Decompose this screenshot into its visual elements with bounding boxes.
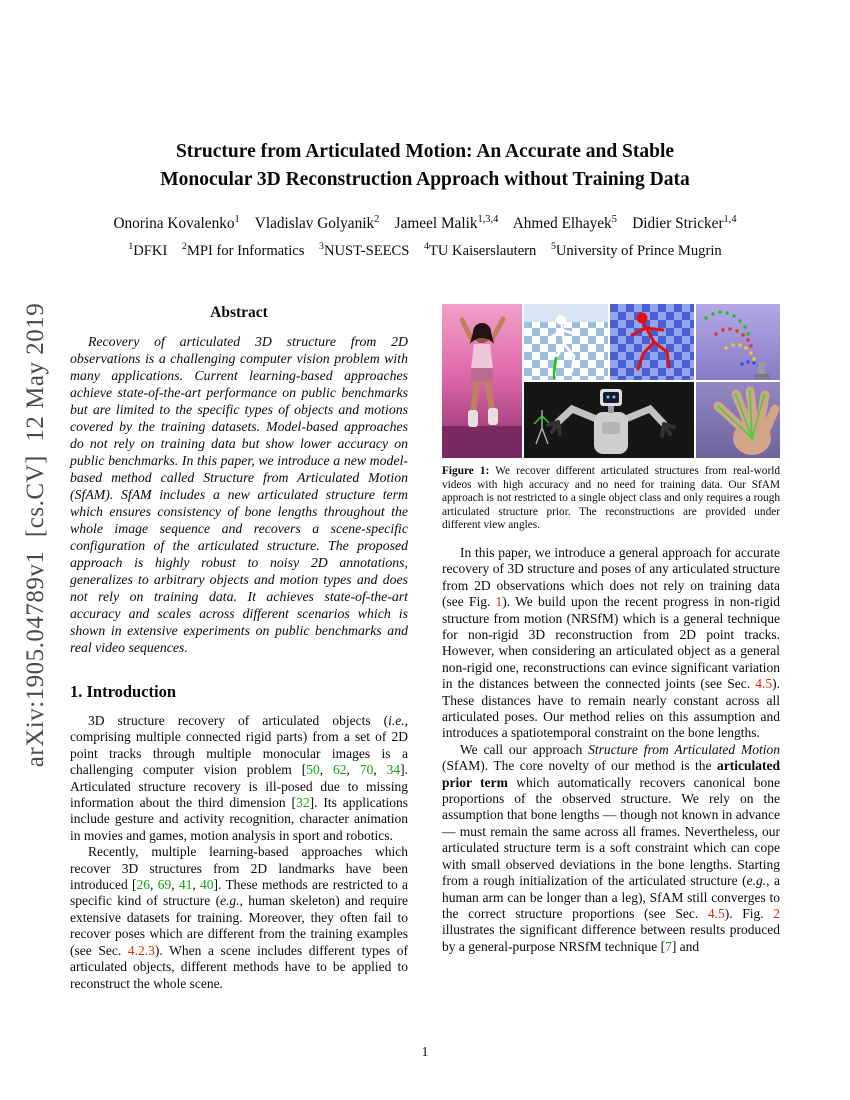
citation-link[interactable]: 26 (136, 877, 151, 893)
left-column (70, 304, 408, 992)
right-column (442, 304, 780, 955)
citation-link[interactable]: 7 (665, 938, 672, 954)
page-number: 1 (421, 1044, 429, 1059)
white-skeleton-illustration (524, 304, 608, 380)
body-paragraph-2: We call our approach Structure from Articulated Motion (SfAM). The core novelty of our method is the articulated prior term which automatically recovers canonical bone proportions of the observed structure. We rely on the assumption that bone lengths — though not known in advance — must remain the same across all frames. Nevertheless, our articulated structure term is a soft constraint which can cope with small observed deviations in the bone lengths. Starting from a rough initialization of the articulated structure (e.g., a human arm can be longer than a leg), SfAM still converges to the correct structure proportions (see Sec. 4.5). Fig. 2 illustrates the significant difference between results produced by a general-purpose NRSfM technique [7] and (442, 741, 780, 954)
intro-paragraph-1: 3D structure recovery of articulated objects (i.e., comprising multiple connected rigid parts) from a set of 2D point tracks through multiple monocular images is a challenging computer vision problem [50, 62, 70, 34]. Articulated structure recovery is ill-posed due to missing information about the third dimension [32]. Its applications include gesture and activity recognition, character animation in movies and games, motion analysis in sport and robotics. (70, 713, 409, 843)
figure1-panel-white-skeleton (524, 304, 608, 380)
figure1-panel-trajectories (696, 304, 780, 380)
citation-link[interactable]: 32 (296, 795, 310, 811)
body-paragraph-1: In this paper, we introduce a general approach for accurate recovery of 3D structure and poses of any articulated structure from 2D observations which does not rely on training data (see Fig. 1). We build upon the recent progress in non-rigid structure from motion (NRSfM) which is a general technique for non-rigid 3D reconstruction from 2D point tracks. However, when considering an articulated object as a general non-rigid one, reconstructions can evince significant variation in the distances between the connected joints (see Sec. 4.5). These distances have to remain nearly constant across all articulated poses. Our method relies on this assumption and introduces a spatiotemporal constraint on the bone lengths. (442, 544, 780, 741)
robot-illustration (524, 382, 694, 458)
red-skeleton-illustration (610, 304, 694, 380)
internal-ref-link[interactable]: 2 (773, 905, 780, 921)
citation-link[interactable]: 34 (386, 762, 401, 778)
section-heading-introduction: 1. Introduction (70, 682, 177, 701)
citation-link[interactable]: 41 (178, 877, 193, 893)
figure1-panel-dancer (442, 304, 522, 458)
figure1-panel-robot (524, 382, 694, 458)
paper-title-line1: Structure from Articulated Motion: An Accurate and Stable (175, 141, 675, 162)
arxiv-watermark: arXiv:1905.04789v1 [cs.CV] 12 May 2019 (22, 302, 49, 768)
internal-ref-link[interactable]: 4.5 (755, 676, 773, 692)
paper-title-line2: Monocular 3D Reconstruction Approach without Training Data (160, 168, 690, 190)
abstract-text: Recovery of articulated 3D structure from 2D observations is a challenging computer vision problem with many applications. Current learning-based approaches achieve state-of-the-art performance on public benchmarks but are limited to the specific types of objects and motions covered by the training datasets. Model-based approaches do not rely on training data but show lower accuracy on public benchmarks. In this paper, we introduce a new model-based method called Structure from Articulated Motion (SfAM). SfAM includes a new articulated structure term which ensures consistency of bone lengths throughout the whole image sequence and recovers a scene-specific configuration of the articulated structure. The proposed approach is highly robust to noisy 2D annotations, generalizes to arbitrary objects and motion types and does not rely on training data. It achieves state-of-the-art accuracy and scales across different scenarios which is shown in extensive experiments on public benchmarks and real video sequences. (70, 334, 408, 655)
figure-1-caption: Figure 1: We recover different articulated structures from real-world videos with high accuracy and no need for training data. Our SfAM approach is not restricted to a single object class and only requires a rough articulated structure prior. The reconstructions are provided under different view angles. (442, 465, 780, 532)
figure1-panel-hand (696, 382, 780, 458)
trajectories-illustration (696, 304, 780, 380)
citation-link[interactable]: 69 (157, 877, 172, 893)
citation-link[interactable]: 50 (306, 762, 320, 778)
figure-1-collage (442, 304, 780, 458)
paper-title (0, 138, 850, 193)
intro-paragraph-2: Recently, multiple learning-based approaches which recover 3D structures from 2D landmarks have been introduced [26, 69, 41, 40]. These methods are restricted to a specific kind of structure (e.g., human skeleton) and require extensive datasets for training. Moreover, they often fail to recover poses which are different from the training examples (see Sec. 4.2.3). When a scene includes different types of articulated objects, different methods have to be applied to reconstruct the whole scene. (70, 844, 409, 991)
figure1-panel-red-skeleton (610, 304, 694, 380)
affiliation-line: $^1$DFKI $^2$MPI for Informatics $^3$NUST-SEECS $^4$TU Kaiserslautern $^5$University of Prince Mugrin (128, 241, 722, 259)
abstract-heading: Abstract (210, 304, 268, 321)
hand-illustration (696, 382, 780, 458)
citation-link[interactable]: 40 (200, 877, 214, 893)
internal-ref-link[interactable]: 1 (495, 594, 503, 610)
citation-link[interactable]: 70 (359, 762, 374, 778)
title-block (0, 138, 850, 260)
author-line: Onorina Kovalenko$^1$ Vladislav Golyanik$^2$ Jameel Malik$^{1,3,4}$ Ahmed Elhayek$^5$ Didier Stricker$^{1,4}$ (113, 213, 737, 232)
internal-ref-link[interactable]: 4.2.3 (127, 942, 155, 958)
figure-1 (442, 304, 780, 533)
internal-ref-link[interactable]: 4.5 (707, 905, 725, 921)
dancer-illustration (442, 304, 522, 458)
citation-link[interactable]: 62 (333, 762, 347, 778)
